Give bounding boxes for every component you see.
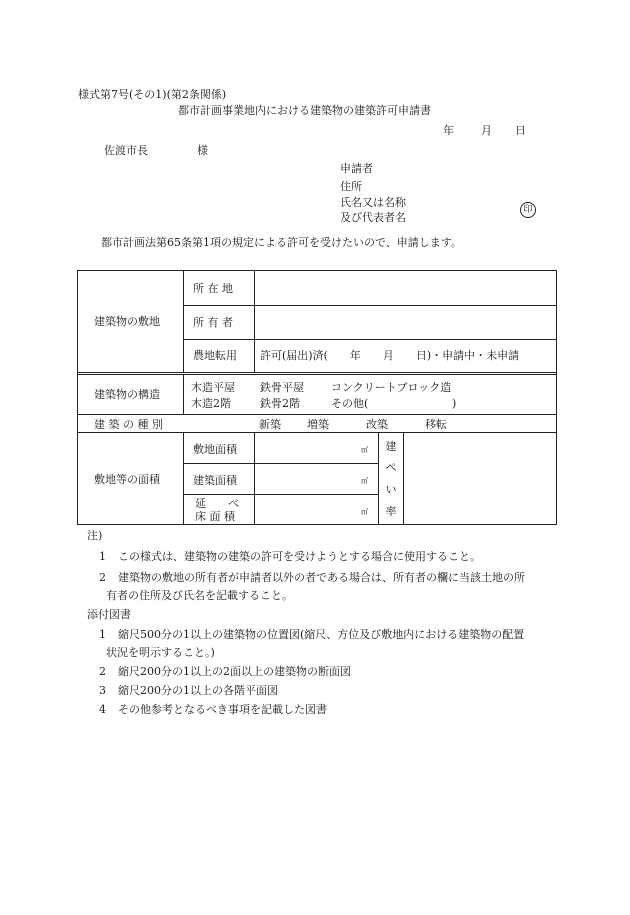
site-location-label: 所 在 地 — [193, 282, 233, 295]
attachment-number: 4 — [99, 703, 106, 716]
farmland-conversion-status: 許可(届出)済( 年 月 日)・申請中・未申請 — [260, 349, 520, 362]
site-area-label: 敷地面積 — [193, 443, 237, 456]
site-owner-label: 所 有 者 — [193, 316, 233, 329]
area-unit: ㎡ — [361, 446, 368, 454]
attachment-text: 縮尺200分の1以上の各階平面図 — [118, 684, 278, 697]
note-number: 2 — [99, 571, 106, 584]
addressee-name: 佐渡市長 — [104, 144, 148, 157]
note-text: この様式は、建築物の建築の許可を受けようとする場合に使用すること。 — [118, 550, 481, 563]
structure-option: 鉄骨2階 — [260, 397, 300, 410]
coverage-ratio-char: 建 — [385, 440, 397, 453]
applicant-name-label-1: 氏名又は名称 — [340, 196, 406, 209]
note-number: 1 — [99, 550, 106, 563]
structure-option-other-close: ) — [452, 397, 457, 410]
applicant-address-label: 住所 — [340, 180, 362, 193]
coverage-ratio-char: 率 — [385, 505, 397, 518]
addressee-honorific: 様 — [197, 144, 208, 157]
application-statement: 都市計画法第65条第1項の規定による許可を受けたいので、申請します。 — [101, 236, 462, 249]
structure-option-other: その他( — [331, 397, 369, 410]
form-title: 都市計画事業地内における建築物の建築許可申請書 — [178, 104, 431, 117]
attachments-heading: 添付図書 — [87, 608, 131, 621]
attachment-text: その他参考となるべき事項を記載した図書 — [118, 703, 327, 716]
building-type-label: 建 築 の 種 別 — [94, 418, 163, 431]
date-year-label: 年 — [443, 124, 454, 137]
note-text: 建築物の敷地の所有者が申請者以外の者である場合は、所有者の欄に当該土地の所 — [118, 571, 525, 584]
attachment-text: 縮尺500分の1以上の建築物の位置図(縮尺、方位及び敷地内における建築物の配置 — [118, 628, 525, 641]
floor-area-label-1: 延 べ — [195, 497, 239, 510]
structure-option: コンクリートブロック造 — [331, 381, 452, 394]
structure-option: 鉄骨平屋 — [260, 381, 304, 394]
attachment-number: 2 — [99, 665, 106, 678]
building-type-option: 改築 — [366, 418, 388, 431]
notes-heading: 注) — [87, 529, 103, 542]
building-type-option: 移転 — [425, 418, 447, 431]
building-area-label: 建築面積 — [193, 474, 237, 487]
attachment-text-continued: 状況を明示すること。) — [106, 646, 215, 659]
applicant-name-label-2: 及び代表者名 — [340, 211, 406, 224]
coverage-ratio-char: ぺ — [385, 461, 397, 474]
structure-option: 木造平屋 — [191, 381, 235, 394]
applicant-label: 申請者 — [340, 162, 373, 175]
seal-icon: 印 — [520, 202, 536, 218]
area-unit: ㎡ — [361, 508, 368, 516]
building-type-option: 新築 — [259, 418, 281, 431]
site-label: 建築物の敷地 — [94, 315, 160, 328]
structure-label: 建築物の構造 — [94, 388, 160, 401]
form-number: 様式第7号(その1)(第2条関係) — [78, 88, 227, 101]
attachment-text: 縮尺200分の1以上の2面以上の建築物の断面図 — [118, 665, 351, 678]
farmland-conversion-label: 農地転用 — [193, 349, 237, 362]
area-unit: ㎡ — [361, 477, 368, 485]
structure-option: 木造2階 — [191, 397, 231, 410]
attachment-number: 1 — [99, 628, 106, 641]
coverage-ratio-char: い — [385, 483, 397, 496]
date-day-label: 日 — [515, 124, 526, 137]
floor-area-label-2: 床 面 積 — [195, 510, 235, 523]
area-label: 敷地等の面積 — [94, 473, 160, 486]
date-month-label: 月 — [481, 124, 492, 137]
attachment-number: 3 — [99, 684, 106, 697]
note-text-continued: 有者の住所及び氏名を記載すること。 — [106, 589, 293, 602]
building-type-option: 増築 — [307, 418, 329, 431]
